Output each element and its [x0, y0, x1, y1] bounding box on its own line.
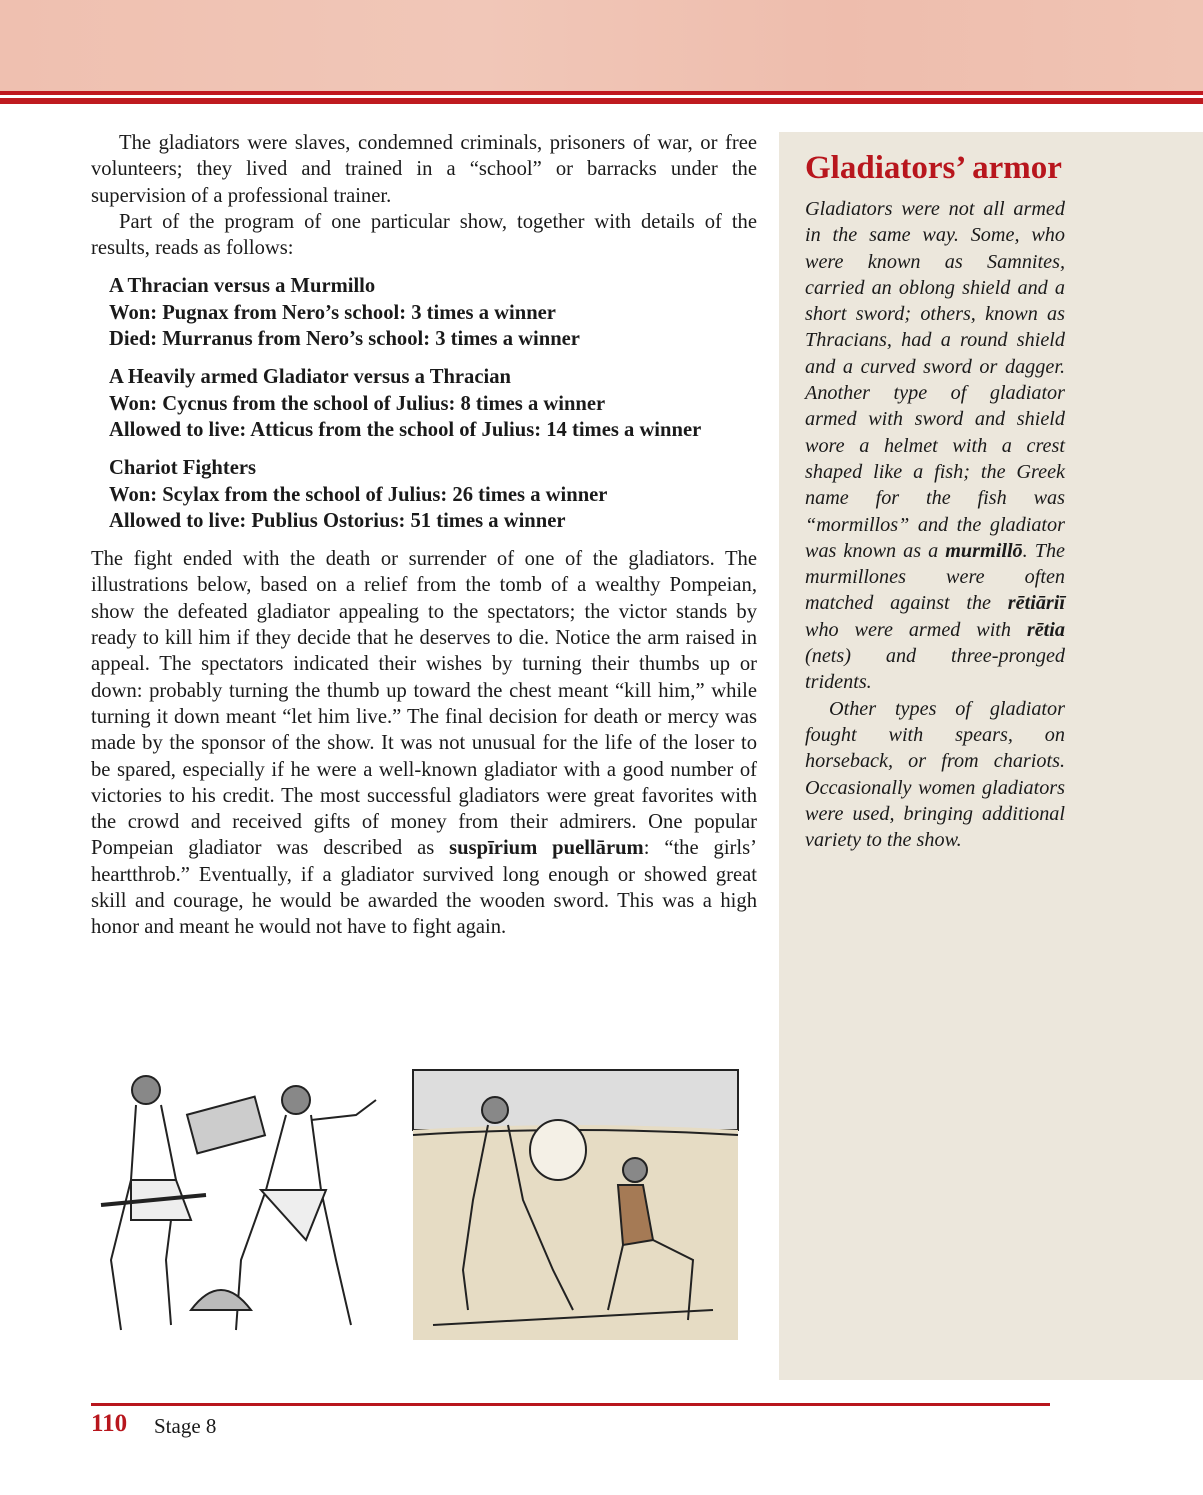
gladiator-illustrations: [91, 1060, 757, 1340]
text: The fight ended with the death or surrender of one of the gladiators. The illustrations below, based on a relief from the tomb of a wealthy Pompeian, show the defeated gladiator appealing to the spectators; the victor stands by ready to kill him if they decide that he deserves to die. Notice the arm raised in appeal. The spectators indicated their wishes by turning their thumbs up or down: probably turning the thumb up toward the chest meant “kill him,” while turning it down meant “let him live.” The final decision for death or mercy was made by the sponsor of the show. It was not unusual for the life of the loser to be spared, especially if he were a well-known gladiator with a good number of victories to his credit. The most successful gladiators were great favorites with the crowd and received gifts of money from their admirers. One popular Pompeian gladiator was described as: [91, 548, 757, 860]
text: : “the girls’ heartthrob.” Eventually, if a gladiator survived long enough or showed great skill and courage, he would be awarded the wooden sword. This was a high honor and meant he would not have to fight again.: [91, 837, 757, 939]
program-entry: [109, 364, 757, 443]
text: . The murmillones were often matched against the: [805, 539, 1065, 615]
latin-term: rētia: [1026, 618, 1065, 641]
program-line: A Heavily armed Gladiator versus a Thracian: [109, 366, 511, 389]
paragraph: Part of the program of one particular show, together with details of the results, reads as follows:: [91, 210, 757, 260]
header-banner: [0, 0, 1203, 91]
sidebar-text: [805, 196, 1065, 853]
latin-term: murmillō: [945, 539, 1023, 562]
text: who were armed with: [805, 618, 1027, 641]
program-line: Won: Cycnus from the school of Julius: 8 times a winner: [109, 392, 606, 415]
program-line: Chariot Fighters: [109, 457, 256, 480]
program-line: Allowed to live: Atticus from the school of Julius: 14 times a winner: [109, 418, 702, 441]
program-line: Died: Murranus from Nero’s school: 3 times a winner: [109, 328, 580, 351]
latin-term: rētiāriī: [1007, 592, 1065, 615]
paragraph: [91, 546, 757, 940]
main-text: [91, 130, 757, 941]
sidebar-title: Gladiators’ armor: [805, 150, 1062, 186]
header-rule: [0, 91, 1203, 95]
paragraph: Other types of gladiator fought with spears, on horseback, or from chariots. Occasionally women gladiators were used, bringing additional variety to the show.: [805, 697, 1065, 852]
text: Gladiators were not all armed in the same way. Some, who were known as Samnites, carried an oblong shield and a short sword; others, known as Thracians, had a round shield and a curved sword or dagger. Another type of gladiator armed with sword and shield wore a helmet with a crest shaped like a fish; the Greek name for the fish was “mormillos” and the gladiator was known as a: [805, 198, 1065, 562]
latin-term: suspīrium puellārum: [449, 837, 644, 860]
footer-rule: [91, 1403, 1050, 1406]
arena-illustration: [413, 1070, 738, 1340]
page-number: 110: [91, 1410, 128, 1437]
program-line: A Thracian versus a Murmillo: [109, 275, 376, 298]
program-line: Won: Scylax from the school of Julius: 26 times a winner: [109, 483, 608, 506]
paragraph: The gladiators were slaves, condemned criminals, prisoners of war, or free volunteers; they lived and trained in a “school” or barracks under the supervision of a professional trainer.: [91, 132, 757, 207]
relief-illustration: [101, 1076, 376, 1330]
program-entry: [109, 455, 757, 534]
stage-label: Stage 8: [154, 1414, 217, 1438]
header-rule: [0, 98, 1203, 104]
text: (nets) and three-pronged tridents.: [805, 645, 1065, 694]
program-line: Allowed to live: Publius Ostorius: 51 times a winner: [109, 509, 566, 532]
program-line: Won: Pugnax from Nero’s school: 3 times a winner: [109, 301, 556, 324]
program-entry: [109, 273, 757, 352]
